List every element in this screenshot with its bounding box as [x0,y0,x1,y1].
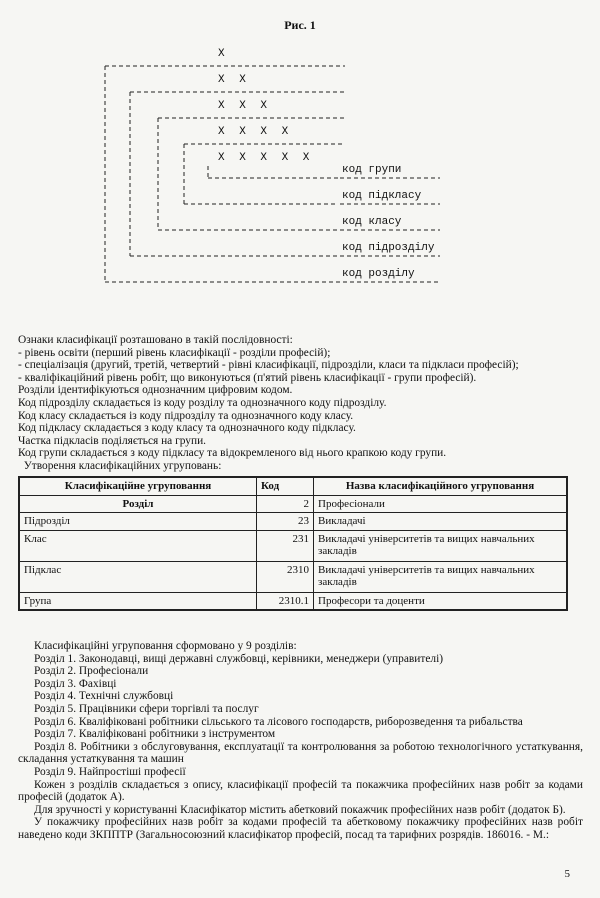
column-header: Класифікаційне угруповання [19,477,257,495]
name-cell: Професори та доценти [314,592,568,610]
name-cell: Викладачі [314,513,568,531]
intro-line: Частка підкласів поділяється на групи. [18,434,207,447]
label-class-code: код класу [342,216,402,228]
paragraph: Кожен з розділів складається з опису, класифікації професій та покажчика професійних назв робіт за кодами професій (додаток А). [18,778,583,804]
figure-title: Рис. 1 [284,18,316,32]
code-cell: 2 [257,495,314,513]
section-item: Розділ 4. Технічні службовці [34,690,174,703]
diagram-row-3: X X X [218,100,272,112]
page-number: 5 [564,868,570,880]
name-cell: Викладачі університетів та вищих навчальних закладів [314,530,568,561]
table-row [19,530,567,561]
section-item: Розділ 3. Фахівці [34,677,117,690]
paragraph: Для зручності у користуванні Класифікатор містить абетковий покажчик професійних назв робіт (додаток Б). [34,803,566,816]
section-item: Розділ 1. Законодавці, вищі державні службовці, керівники, менеджери (управителі) [34,652,444,665]
section-item: Розділ 9. Найпростіші професії [34,765,186,778]
intro-line: Код групи складається з коду підкласу та відокремленого від нього крапкою коду групи. [18,447,447,460]
sections-intro: Класифікаційні угруповання сформовано у 9 розділів: [34,640,297,652]
section-item: Розділ 5. Працівники сфери торгівлі та послуг [34,702,259,715]
table-row [19,561,567,592]
group-cell: Підрозділ [19,513,257,531]
label-subdivision-code: код підрозділу [342,242,435,254]
intro-line: Код підкласу складається з коду класу та однозначного коду підкласу. [18,422,356,435]
intro-line: Код класу складається із коду підрозділу та однозначного коду класу. [18,409,354,422]
sections-text [18,640,583,842]
intro-line: Ознаки класифікації розташовано в такій послідовності: [18,334,293,346]
classification-code-diagram [0,0,600,300]
group-cell: Група [19,592,257,610]
code-cell: 2310 [257,561,314,592]
intro-line: Код підрозділу складається із коду розділу та однозначного коду підрозділу. [18,396,387,409]
classification-table [18,476,568,611]
code-cell: 23 [257,513,314,531]
code-cell: 2310.1 [257,592,314,610]
diagram-row-2: X X [218,74,250,86]
section-item: Розділ 6. Кваліфіковані робітники сільського та лісового господарств, риборозведення та рибальства [34,715,523,728]
label-section-code: код розділу [342,268,415,280]
intro-line: - рівень освіти (перший рівень класифікації - розділи професій); [18,346,331,359]
section-item: Розділ 8. Робітники з обслуговування, експлуатації та контролювання за роботою технологічного устаткування, складання устаткування та машин [18,740,583,766]
label-subclass-code: код підкласу [342,190,422,202]
name-cell: Викладачі університетів та вищих навчальних закладів [314,561,568,592]
table-row [19,495,567,513]
label-group-code: код групи [342,164,402,176]
section-item: Розділ 2. Професіонали [34,665,149,678]
diagram-row-5: X X X X X [218,152,314,164]
diagram-row-4: X X X X [218,126,293,138]
intro-line: - кваліфікаційний рівень робіт, що виконуються (п'ятий рівень класифікації - групи професій). [18,371,477,384]
intro-line: Утворення класифікаційних угруповань: [18,459,222,472]
group-cell: Розділ [19,495,257,513]
group-cell: Клас [19,530,257,561]
table-header-row [19,477,567,495]
diagram-row-1: X [218,48,225,60]
intro-text [18,334,583,473]
column-header: Назва класифікаційного угруповання [314,477,568,495]
column-header: Код [257,477,314,495]
intro-line: - спеціалізація (другий, третій, четвертий - рівні класифікації, підрозділи, класи та підкласи професій); [18,359,519,372]
paragraph: У покажчику професійних назв робіт за кодами професій та абетковому покажчику професійних назв робіт наведено коди ЗКППТР (Загальносоюзний класифікатор професій, посад та тарифних розрядів. 186016. - М.: [18,816,583,841]
table-row [19,592,567,610]
group-cell: Підклас [19,561,257,592]
name-cell: Професіонали [314,495,568,513]
table-row [19,513,567,531]
section-item: Розділ 7. Кваліфіковані робітники з інструментом [34,728,276,741]
intro-line: Розділи ідентифікуються однозначним цифровим кодом. [18,384,293,397]
code-cell: 231 [257,530,314,561]
